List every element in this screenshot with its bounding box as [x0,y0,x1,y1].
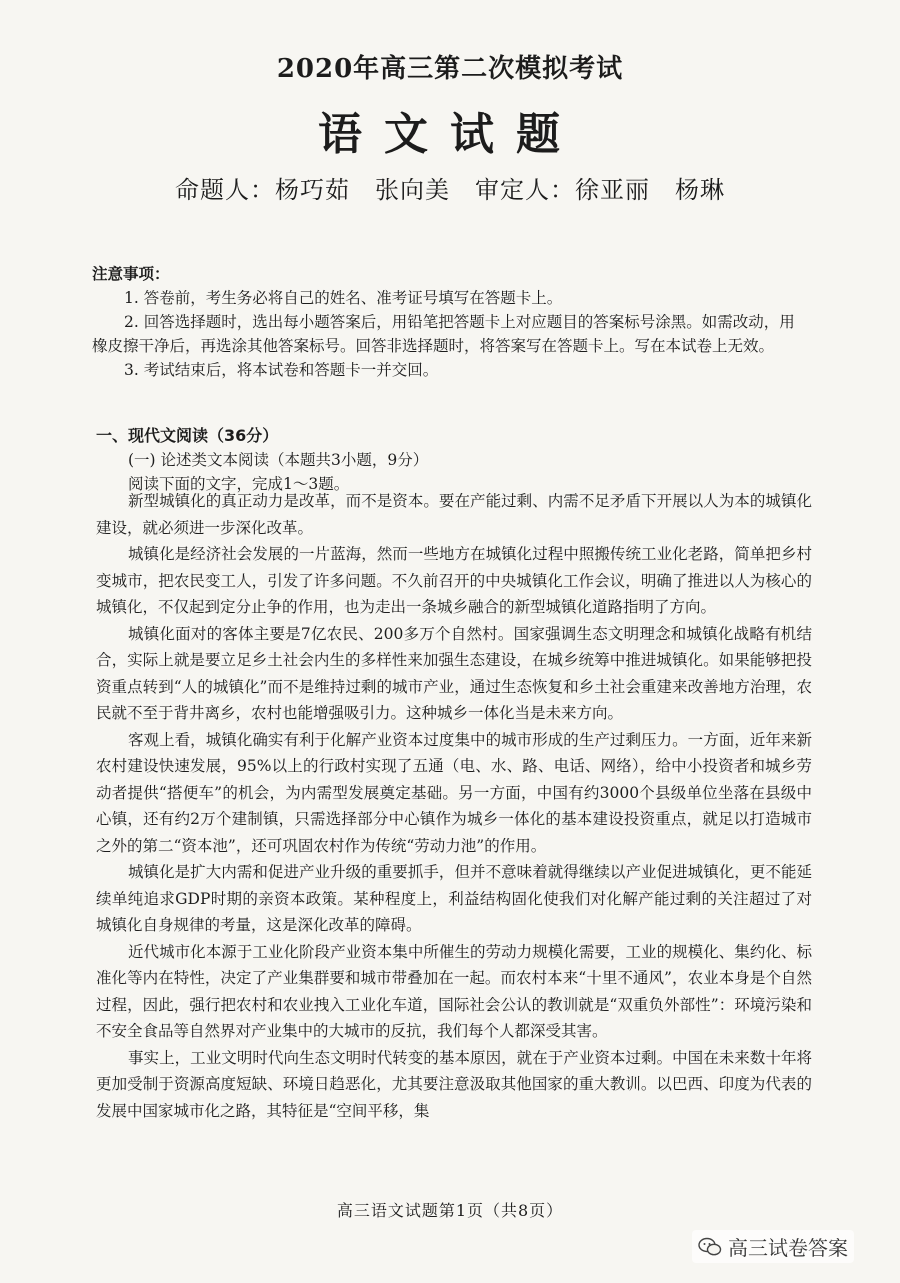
passage-paragraph: 新型城镇化的真正动力是改革，而不是资本。要在产能过剩、内需不足矛盾下开展以人为本的城镇化建设，就必须进一步深化改革。 [96,492,812,537]
notice-block [92,262,810,382]
subject-title: 语文试题 [318,109,582,160]
notice-heading: 注意事项： [92,265,170,283]
section-title: 一、现代文阅读（36分） [96,426,279,445]
passage-paragraph: 城镇化面对的客体主要是7亿农民、200多万个自然村。国家强调生态文明理念和城镇化战略有机结合，实际上就是要立足乡土社会内生的多样性来加强生态建设，在城乡统筹中推进城镇化。如果能够把投资重点转到“人的城镇化”而不是维持过剩的城市产业，通过生态恢复和乡土社会重建来改善地方治理，农民就不至于背井离乡，农村也能增强吸引力。这种城乡一体化当是未来方向。 [96,624,812,722]
reading-instruction: 阅读下面的文字，完成1～3题。 [128,475,350,493]
passage-paragraph: 城镇化是经济社会发展的一片蓝海，然而一些地方在城镇化过程中照搬传统工业化老路，简单把乡村变城市，把农民变工人，引发了许多问题。不久前召开的中央城镇化工作会议，明确了推进以人为核心的城镇化，不仅起到定分止争的作用，也为走出一条城乡融合的新型城镇化道路指明了方向。 [96,545,812,616]
exam-title: 2020年高三第二次模拟考试 [276,54,624,84]
wechat-icon [698,1237,722,1257]
passage-paragraph: 城镇化是扩大内需和促进产业升级的重要抓手，但并不意味着就得继续以产业促进城镇化，更不能延续单纯追求GDP时期的亲资本政策。某种程度上，利益结构固化使我们对化解产能过剩的关注超过了对城镇化自身规律的考量，这是深化改革的障碍。 [96,863,812,934]
notice-item: 1. 答卷前，考生务必将自己的姓名、准考证号填写在答题卡上。 [124,289,563,307]
reading-passage [96,488,812,1124]
passage-paragraph: 近代城市化本源于工业化阶段产业资本集中所催生的劳动力规模化需要，工业的规模化、集约化、标准化等内在特性，决定了产业集群要和城市带叠加在一起。而农村本来“十里不通风”，农业本身是个自然过程，因此，强行把农村和农业拽入工业化车道，国际社会公认的教训就是“双重负外部性”：环境污染和不安全食品等自然界对产业集中的大城市的反抗，我们每个人都深受其害。 [96,942,812,1040]
part-title: (一) 论述类文本阅读（本题共3小题，9分） [128,451,429,469]
passage-paragraph: 事实上，工业文明时代向生态文明时代转变的基本原因，就在于产业资本过剩。中国在未来数十年将更加受制于资源高度短缺、环境日趋恶化，尤其要注意汲取其他国家的重大教训。以巴西、印度为代表的发展中国家城市化之路，其特征是“空间平移，集 [96,1048,812,1120]
watermark [692,1230,854,1263]
section-header [96,424,812,496]
notice-item: 3. 考试结束后，将本试卷和答题卡一并交回。 [124,361,439,379]
passage-paragraph: 客观上看，城镇化确实有利于化解产业资本过度集中的城市形成的生产过剩压力。一方面，近年来新农村建设快速发展，95%以上的行政村实现了五通（电、水、路、电话、网络），给中小投资者和城乡劳动者提供“搭便车”的机会，为内需型发展奠定基础。另一方面，中国有约3000个县级单位坐落在县级中心镇，还有约2万个建制镇，只需选择部分中心镇作为城乡一体化的基本建设投资重点，就足以打造城市之外的第二“资本池”，还可巩固农村作为传统“劳动力池”的作用。 [96,730,812,855]
page-footer: 高三语文试题第1页（共8页） [336,1201,564,1220]
authors-line: 命题人：杨巧茹 张向美 审定人：徐亚丽 杨琳 [175,176,725,204]
watermark-text: 高三试卷答案 [728,1236,848,1260]
notice-item: 2. 回答选择题时，选出每小题答案后，用铅笔把答题卡上对应题目的答案标号涂黑。如需改动，用橡皮擦干净后，再选涂其他答案标号。回答非选择题时，将答案写在答题卡上。写在本试卷上无效。 [92,313,795,355]
